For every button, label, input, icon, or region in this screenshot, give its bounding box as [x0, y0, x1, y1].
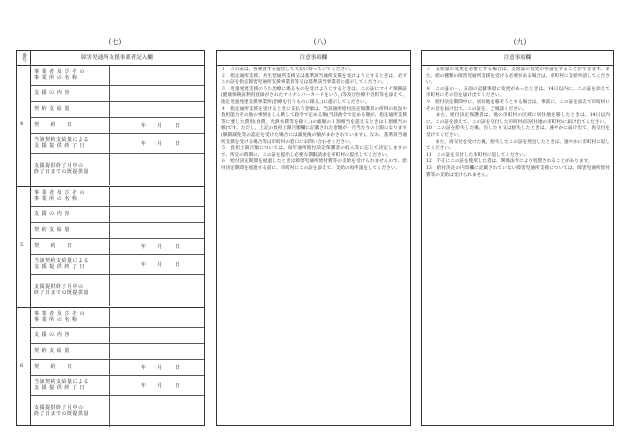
block-number: 6: [20, 363, 24, 369]
row-label: 事 業 者 及 び そ の 事 業 所 の 名 称: [34, 68, 86, 81]
block-number: 4: [20, 121, 24, 127]
note-paragraph: ９ 給付決定期間中に、居住地を移そうとする場合は、事前に、この証を添えて市町村にその旨を届け出て、この証を、ご相談ください。: [426, 99, 610, 112]
row-divider: [30, 222, 204, 223]
row-divider: [30, 85, 204, 86]
note-paragraph: ８ この証の一、五面の記載事項に変更があったときは、14日以内に、この証を添えて市町村にその旨を届け出てください。: [426, 86, 610, 99]
row-label: 支援提供終了月中の 終了日までの既提供量: [34, 283, 90, 296]
label-value-divider: [109, 186, 110, 306]
note-paragraph: １ この証は、各審査する提出して大切に持っていてください。: [221, 67, 355, 72]
provider-entry-table: 番号 障害児通所支援事業者記入欄 4 事 業 者 及 び そ の 事 業 所 の 名 称 支 援 の 内 容 契 約 支 給 量 契 約 日 年 月 日 当該契約支給量による 支 援 提 供 終 了 日 年 月 日 支援提供終了月中の 終了日までの既提供量 5 事 業 者 及 び そ の 事 業 所 の 名 称 支 援 の 内 容 契 約 支 給 量 契 約 日 年 月 日 当該契約支給量による 支 援 提 供 終 了 日 年 月 日 支援提供終了月中の 終了日までの既提供量 6 事 業 者 及 び そ の 事 業 所 の 名 称 支 援 の 内 容 契 約 支 給 量 契 約 日 年 月 日 当該契約支給量による 支 援 提 供 終 了 日 年 月 日 支援提供終了月中の 終了日までの既提供量: [16, 50, 205, 426]
row-label: 契 約 日: [34, 121, 73, 128]
note-paragraph: 11 この証を交付した市町村に返してください。: [426, 152, 529, 158]
row-label: 事 業 者 及 び そ の 事 業 所 の 名 称: [34, 189, 86, 202]
notes-title-2: 注意事項欄: [422, 51, 613, 66]
row-label: 契 約 日: [34, 363, 73, 370]
row-label: 当該契約支給量による 支 援 提 供 終 了 日: [34, 136, 90, 149]
label-value-divider: [109, 65, 110, 185]
row-label: 支 援 の 内 容: [34, 89, 70, 96]
row-label: 契 約 支 給 量: [34, 347, 70, 354]
row-label: 支援提供終了月中の 終了日までの既提供量: [34, 162, 90, 175]
block-divider: [17, 307, 204, 308]
row-label: 支 援 の 内 容: [34, 331, 70, 338]
number-header: 番号: [17, 51, 30, 66]
table-title: 障害児通所支援事業者記入欄: [30, 51, 204, 66]
notes-body-2: [426, 67, 610, 422]
page-label-middle: (八): [313, 38, 327, 46]
row-divider: [30, 238, 204, 239]
row-label: 契 約 日: [34, 242, 73, 249]
row-divider: [30, 117, 204, 118]
row-label: 契 約 支 給 量: [34, 105, 70, 112]
row-label: 契 約 支 給 量: [34, 226, 70, 233]
row-label: 支援提供終了月中の 終了日までの既提供量: [34, 404, 90, 417]
notes-panel-2: [421, 50, 614, 426]
notes-body: [221, 67, 407, 422]
note-paragraph: ５ 負担上限月額については、毎年通所給付決定保護者の収入等に応じて決定しますので、所定の時期に、この証を提出し必要な期限請求を市町村に提出してください。: [221, 146, 407, 158]
label-value-divider: [109, 307, 110, 427]
note-paragraph: ７ 支給量の変更を必要とする場合は、支給量の変更の申請をすることができます。また、給の種類の障害児通所支援を受ける必要がある場合は、市町村に支給申請してください。: [426, 67, 610, 86]
page-label-left: (七): [108, 38, 122, 46]
row-divider: [30, 327, 204, 328]
note-paragraph: ４ 指定通所支援を受けるときに支払う金額は、当該通所給付決定保護者の所得の状況や負担能力その他の事情をしん酌して政令で定める額(当該政令で定める額が、指定通所支援等に要した費用(食費、光熱水費等を除く。)の総額の１割相当を超えるときは１割相当の額)です。ただし、上記の負担上限月額欄に記載された金額が一月当たりの上限になります(額制減免等の認定を受けた場合には減免後の額がまかされています)。なお、基準該当通所支援を受ける場合等は市町村の窓口にお問い合わせください。: [221, 106, 407, 145]
row-divider: [30, 359, 204, 360]
note-paragraph: ６ 給付決定期間を経過したときは障害児通所給付費等の支給を受けられませんので、給付決定期間を経過する前に、市町村にこの証を添えて、支給の再申請をしてください。: [221, 159, 407, 171]
row-divider: [30, 395, 204, 396]
row-divider: [30, 254, 204, 255]
note-paragraph: 10 この証を紛失した後、汚したり又は紛失したときは、速やかに届け出て、再交付を受けてください。: [426, 126, 610, 138]
note-paragraph: 13 給付決定の内容欄に記載されていない障害児通所支援については、障害児通所給付費等の支給は受けられません。: [426, 165, 610, 178]
row-label: 当該契約支給量による 支 援 提 供 終 了 日: [34, 378, 90, 391]
block-number: 5: [20, 242, 24, 248]
note-paragraph: また、再交付を受けた後、紛失したこの証を発見したときは、速やかに市町村に返してください。: [426, 139, 610, 152]
notes-title: 注意事項欄: [217, 51, 410, 66]
note-paragraph: ２ 指定通所支援、共生型通所支援又は基準該当通所支援を受けようとするときは、必ずこの証を指定障害児通所支援事業者等又は基準該当事業者に提示してください。: [221, 73, 407, 86]
notes-panel: [216, 50, 411, 426]
row-label: 支 援 の 内 容: [34, 210, 70, 217]
row-divider: [30, 206, 204, 207]
page-label-right: (九): [513, 38, 527, 46]
row-label: 当該契約支給量による 支 援 提 供 終 了 日: [34, 257, 90, 270]
row-divider: [30, 343, 204, 344]
row-divider: [30, 153, 204, 154]
row-divider: [30, 274, 204, 275]
row-divider: [30, 133, 204, 134]
row-label: 事 業 者 及 び そ の 事 業 所 の 名 称: [34, 310, 86, 323]
note-paragraph: ３ 児童発達支援のうち治療に係るものを受けようとするときは、この証にマイナ保険証(健康保険証利用登録がされたマイナンバーカードをいう。)等及び医療不自担等を添えて、指定児童発達支援事業所(治療を行うものに限る。)に提示してください。: [221, 86, 407, 105]
note-paragraph: また、給付決定保護者は、他の市町村の区域に居住地を移したときは、14日以内に、この証を添えて、この証を交付した市町村(旧居住地の市町村)に届け出てください。: [426, 113, 610, 125]
row-divider: [30, 375, 204, 376]
block-divider: [17, 186, 204, 187]
row-divider: [30, 101, 204, 102]
note-paragraph: 12 不正にこの証を使用した者は、関係法令により処罰されることがあります。: [426, 159, 593, 165]
